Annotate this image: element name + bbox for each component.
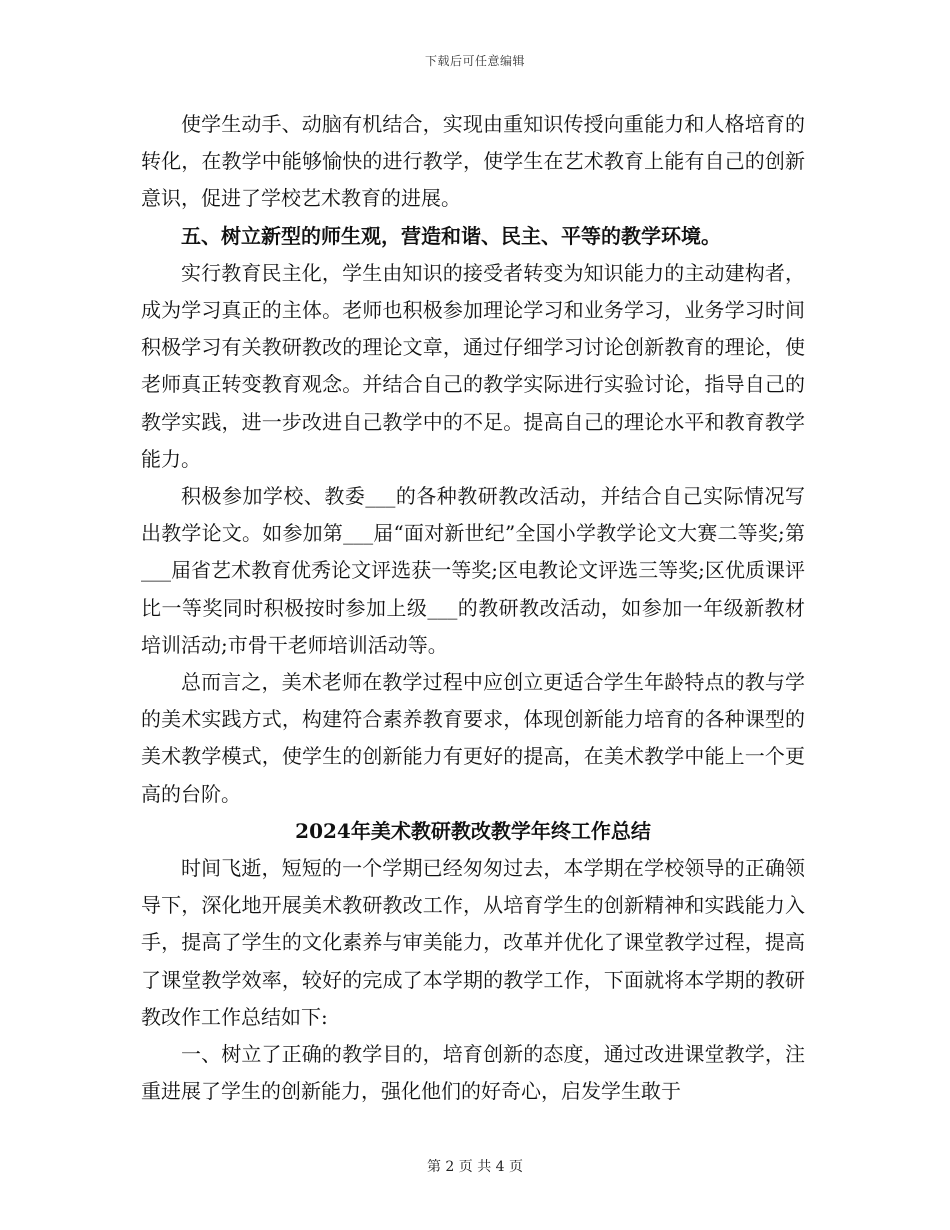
document-title: 2024年美术教研教改教学年终工作总结: [295, 818, 651, 843]
paragraph-continuation: 使学生动手、动脑有机结合，实现由重知识传授向重能力和人格培育的转化，在教学中能够愉快的进行教学，使学生在艺术教育上能有自己的创新意识，促进了学校艺术教育的进展。: [141, 112, 805, 211]
paragraph-activities: 积极参加学校、教委___的各种教研教改活动，并结合自己实际情况写出教学论文。如参加第___届“面对新世纪”全国小学教学论文大赛二等奖;第___届省艺术教育优秀论文评选获一等奖;区电教论文评选三等奖;区优质课评比一等奖同时积极按时参加上级___的教研教改活动，如参加一年级新教材培训活动;市骨干老师培训活动等。: [141, 484, 805, 657]
paragraph-democracy: 实行教育民主化，学生由知识的接受者转变为知识能力的主动建构者，成为学习真正的主体。老师也积极参加理论学习和业务学习，业务学习时间积极学习有关教研教改的理论文章，通过仔细学习讨论创新教育的理论，使老师真正转变教育观念。并结合自己的教学实际进行实验讨论，指导自己的教学实践，进一步改进自己教学中的不足。提高自己的理论水平和教育教学能力。: [141, 260, 805, 471]
section-heading-five: 五、树立新型的师生观，营造和谐、民主、平等的教学环境。: [181, 223, 721, 248]
document-body: [141, 106, 805, 1110]
paragraph-intro: 时间飞逝，短短的一个学期已经匆匆过去，本学期在学校领导的正确领导下，深化地开展美术教研教改工作，从培育学生的创新精神和实践能力入手，提高了学生的文化素养与审美能力，改革并优化了课堂教学过程，提高了课堂教学效率，较好的完成了本学期的教学工作，下面就将本学期的教研教改作工作总结如下:: [141, 856, 805, 1029]
page-footer: 第 2 页 共 4 页: [426, 1159, 524, 1175]
paragraph-section-one: 一、树立了正确的教学目的，培育创新的态度，通过改进课堂教学，注重进展了学生的创新能力，强化他们的好奇心，启发学生敢于: [141, 1042, 805, 1104]
paragraph-conclusion: 总而言之，美术老师在教学过程中应创立更适合学生年龄特点的教与学的美术实践方式，构建符合素养教育要求，体现创新能力培育的各种课型的美术教学模式，使学生的创新能力有更好的提高，在美术教学中能上一个更高的台阶。: [141, 670, 805, 806]
page-header: 下载后可任意编辑: [424, 54, 525, 68]
